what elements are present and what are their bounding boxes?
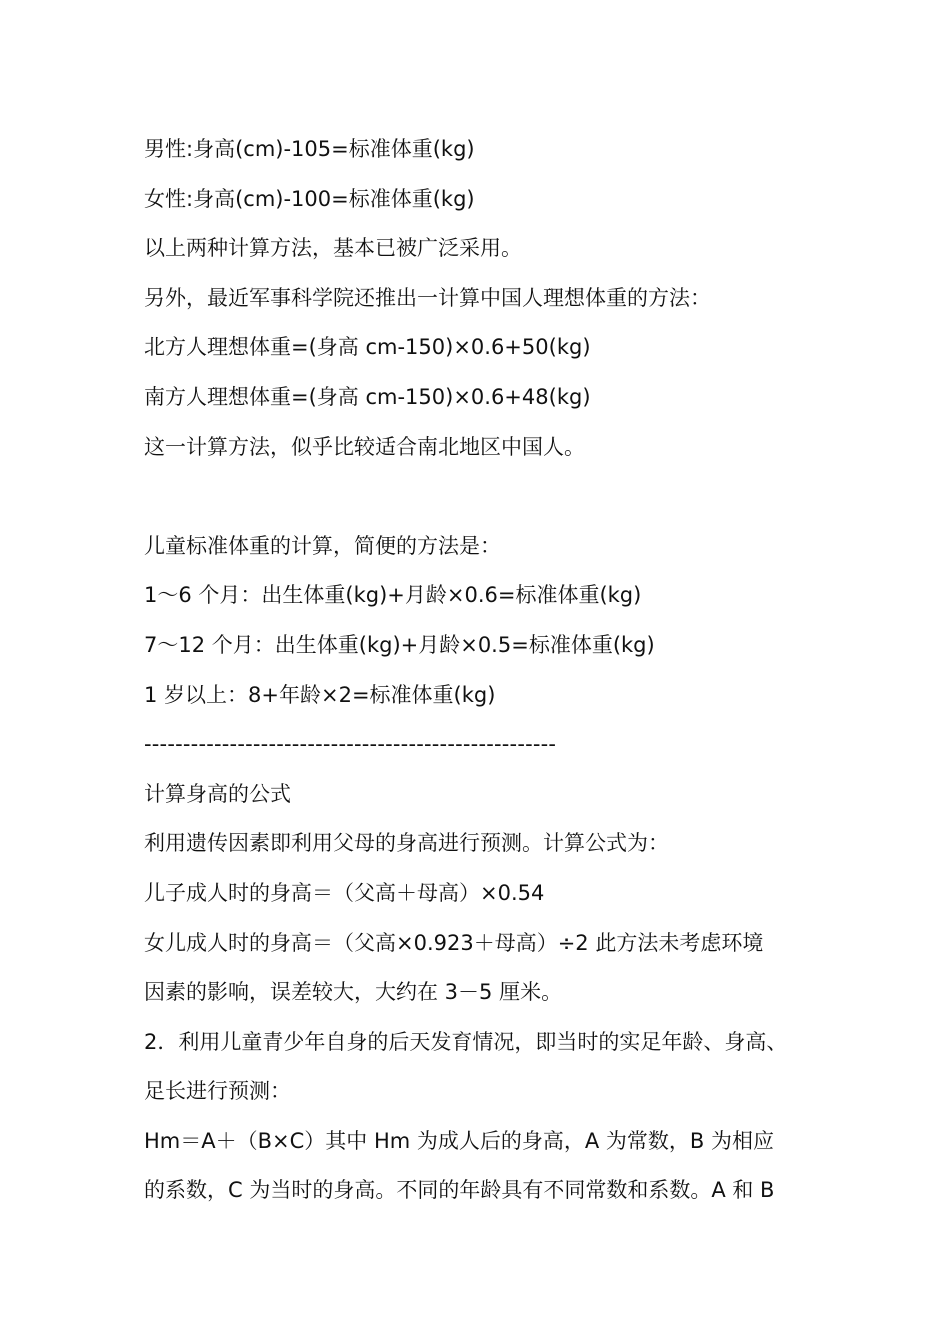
text-line-suitability-note: 这一计算方法，似乎比较适合南北地区中国人。	[144, 434, 585, 459]
text-line-male-formula: 男性:身高(cm)-105=标准体重(kg)	[144, 137, 475, 161]
text-line-southern-formula: 南方人理想体重=(身高 cm-150)×0.6+48(kg)	[144, 384, 591, 409]
blank-line	[144, 472, 824, 522]
text-line-academy-intro: 另外，最近军事科学院还推出一计算中国人理想体重的方法：	[144, 285, 711, 310]
text-line-son-formula: 儿子成人时的身高＝（父高＋母高）×0.54	[144, 880, 545, 905]
text-line-method-2-continued: 足长进行预测：	[144, 1079, 291, 1104]
text-line-method-2: 2．利用儿童青少年自身的后天发育情况，即当时的实足年龄、身高、	[144, 1029, 788, 1054]
document-body	[144, 125, 824, 1216]
text-line-female-formula: 女性:身高(cm)-100=标准体重(kg)	[144, 186, 475, 211]
text-line-1-6-months: 1～6 个月：出生体重(kg)+月龄×0.6=标准体重(kg)	[144, 583, 642, 608]
text-line-daughter-formula: 女儿成人时的身高＝（父高×0.923＋母高）÷2 此方法未考虑环境	[144, 930, 764, 955]
text-line-over-1-year: 1 岁以上：8+年龄×2=标准体重(kg)	[144, 682, 496, 707]
text-line-hm-formula: Hm＝A＋（B×C）其中 Hm 为成人后的身高，A 为常数，B 为相应	[144, 1128, 774, 1153]
section-heading-height-formula: 计算身高的公式	[144, 781, 291, 806]
text-line-children-intro: 儿童标准体重的计算，简便的方法是：	[144, 533, 501, 558]
text-line-error-note: 因素的影响，误差较大，大约在 3－5 厘米。	[144, 980, 563, 1005]
text-line-methods-note: 以上两种计算方法，基本已被广泛采用。	[144, 236, 522, 261]
dashed-divider: -----------------------------------------------------	[144, 732, 557, 757]
text-line-coefficient-note: 的系数，C 为当时的身高。不同的年龄具有不同常数和系数。A 和 B	[144, 1178, 775, 1203]
text-line-northern-formula: 北方人理想体重=(身高 cm-150)×0.6+50(kg)	[144, 335, 591, 360]
text-line-7-12-months: 7～12 个月：出生体重(kg)+月龄×0.5=标准体重(kg)	[144, 632, 655, 657]
text-line-genetic-method: 利用遗传因素即利用父母的身高进行预测。计算公式为：	[144, 831, 669, 856]
